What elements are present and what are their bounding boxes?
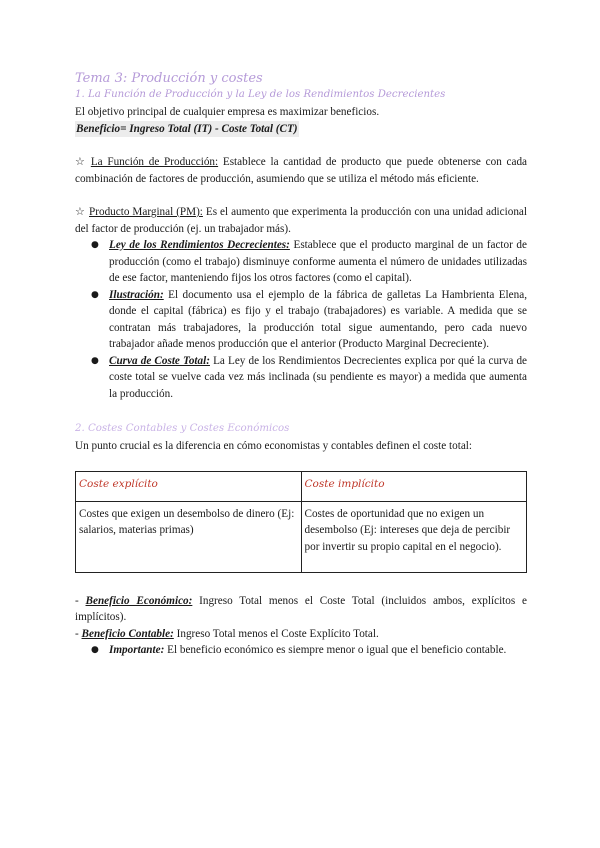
table-cell-implicit: Costes de oportunidad que no exigen un desembolso (Ej: intereses que deja de percibir por invertir su propio capital en el negocio). [301,501,527,572]
production-function-text: Establece la cantidad de producto que puede obtenerse con cada combinación de factores de producción, asumiendo que se utiliza el método más eficiente. [75,156,528,185]
accounting-profit-line: - Beneficio Contable: Ingreso Total menos el Coste Explícito Total. [75,627,379,640]
star-outline-icon: ☆ [75,155,87,168]
important-bullets [75,642,527,659]
production-function-paragraph [75,154,527,187]
list-item: ● Ley de los Rendimientos Decrecientes: Establece que el producto marginal de un factor de producción (como el trabajo) disminuye conforme aumenta el número de unidades utilizadas de ese factor, manteniendo fijos los otros factores (como el capital). [91,239,527,284]
production-function-term: La Función de Producción: [90,156,219,168]
list-item: ● Ilustración: El documento usa el ejemplo de la fábrica de galletas La Hambrienta Elena, donde el capital (fábrica) es fijo y el trabajo (trabajadores) es variable. A medida que se contratan más trabajadores, la producción total sigue aumentando, pero cada nuevo trabajador añade menos producción que el anterior (Producto Marginal Decreciente). [91,288,527,350]
marginal-product-paragraph [75,204,527,237]
cost-comparison-table [75,471,527,573]
document-title: Tema 3: Producción y costes [75,71,263,86]
list-item: ● Importante: El beneficio económico es siempre menor o igual que el beneficio contable. [109,642,527,659]
marginal-product-text: Es el aumento que experimenta la producción con una unidad adicional del factor de producción (ej. un trabajador más). [75,206,527,235]
section-2-intro: Un punto crucial es la diferencia en cómo economistas y contables definen el coste total: [75,440,473,452]
section-1-heading: 1. La Función de Producción y la Ley de los Rendimientos Decrecientes [75,89,446,100]
bullet-icon: ● [91,289,99,300]
marginal-product-term: Producto Marginal (PM): [89,206,203,218]
bullet-icon: ● [91,645,99,655]
list-item: ● Curva de Coste Total: La Ley de los Rendimientos Decrecientes explica por qué la curva de coste total se vuelve cada vez más inclinada (su pendiente es mayor) a medida que aumenta la producción. [91,354,528,400]
intro-text: El objetivo principal de cualquier empresa es maximizar beneficios. [75,106,380,118]
bullet-icon: ● [91,355,99,366]
star-outline-icon: ☆ [75,205,86,218]
profit-formula: Beneficio= Ingreso Total (IT) - Coste Total (CT) [75,121,299,138]
table-header-implicit: Coste implícito [301,471,527,501]
document-page [75,70,527,659]
marginal-product-bullets [75,237,527,402]
table-cell-explicit: Costes que exigen un desembolso de dinero (Ej: salarios, materias primas) [76,501,302,572]
section-2-heading: 2. Costes Contables y Costes Económicos [75,423,290,434]
table-header-explicit: Coste explícito [76,471,302,501]
bullet-icon: ● [91,240,99,250]
economic-profit-line: - Beneficio Económico: Ingreso Total menos el Coste Total (incluidos ambos, explícitos e implícitos). [75,594,527,623]
